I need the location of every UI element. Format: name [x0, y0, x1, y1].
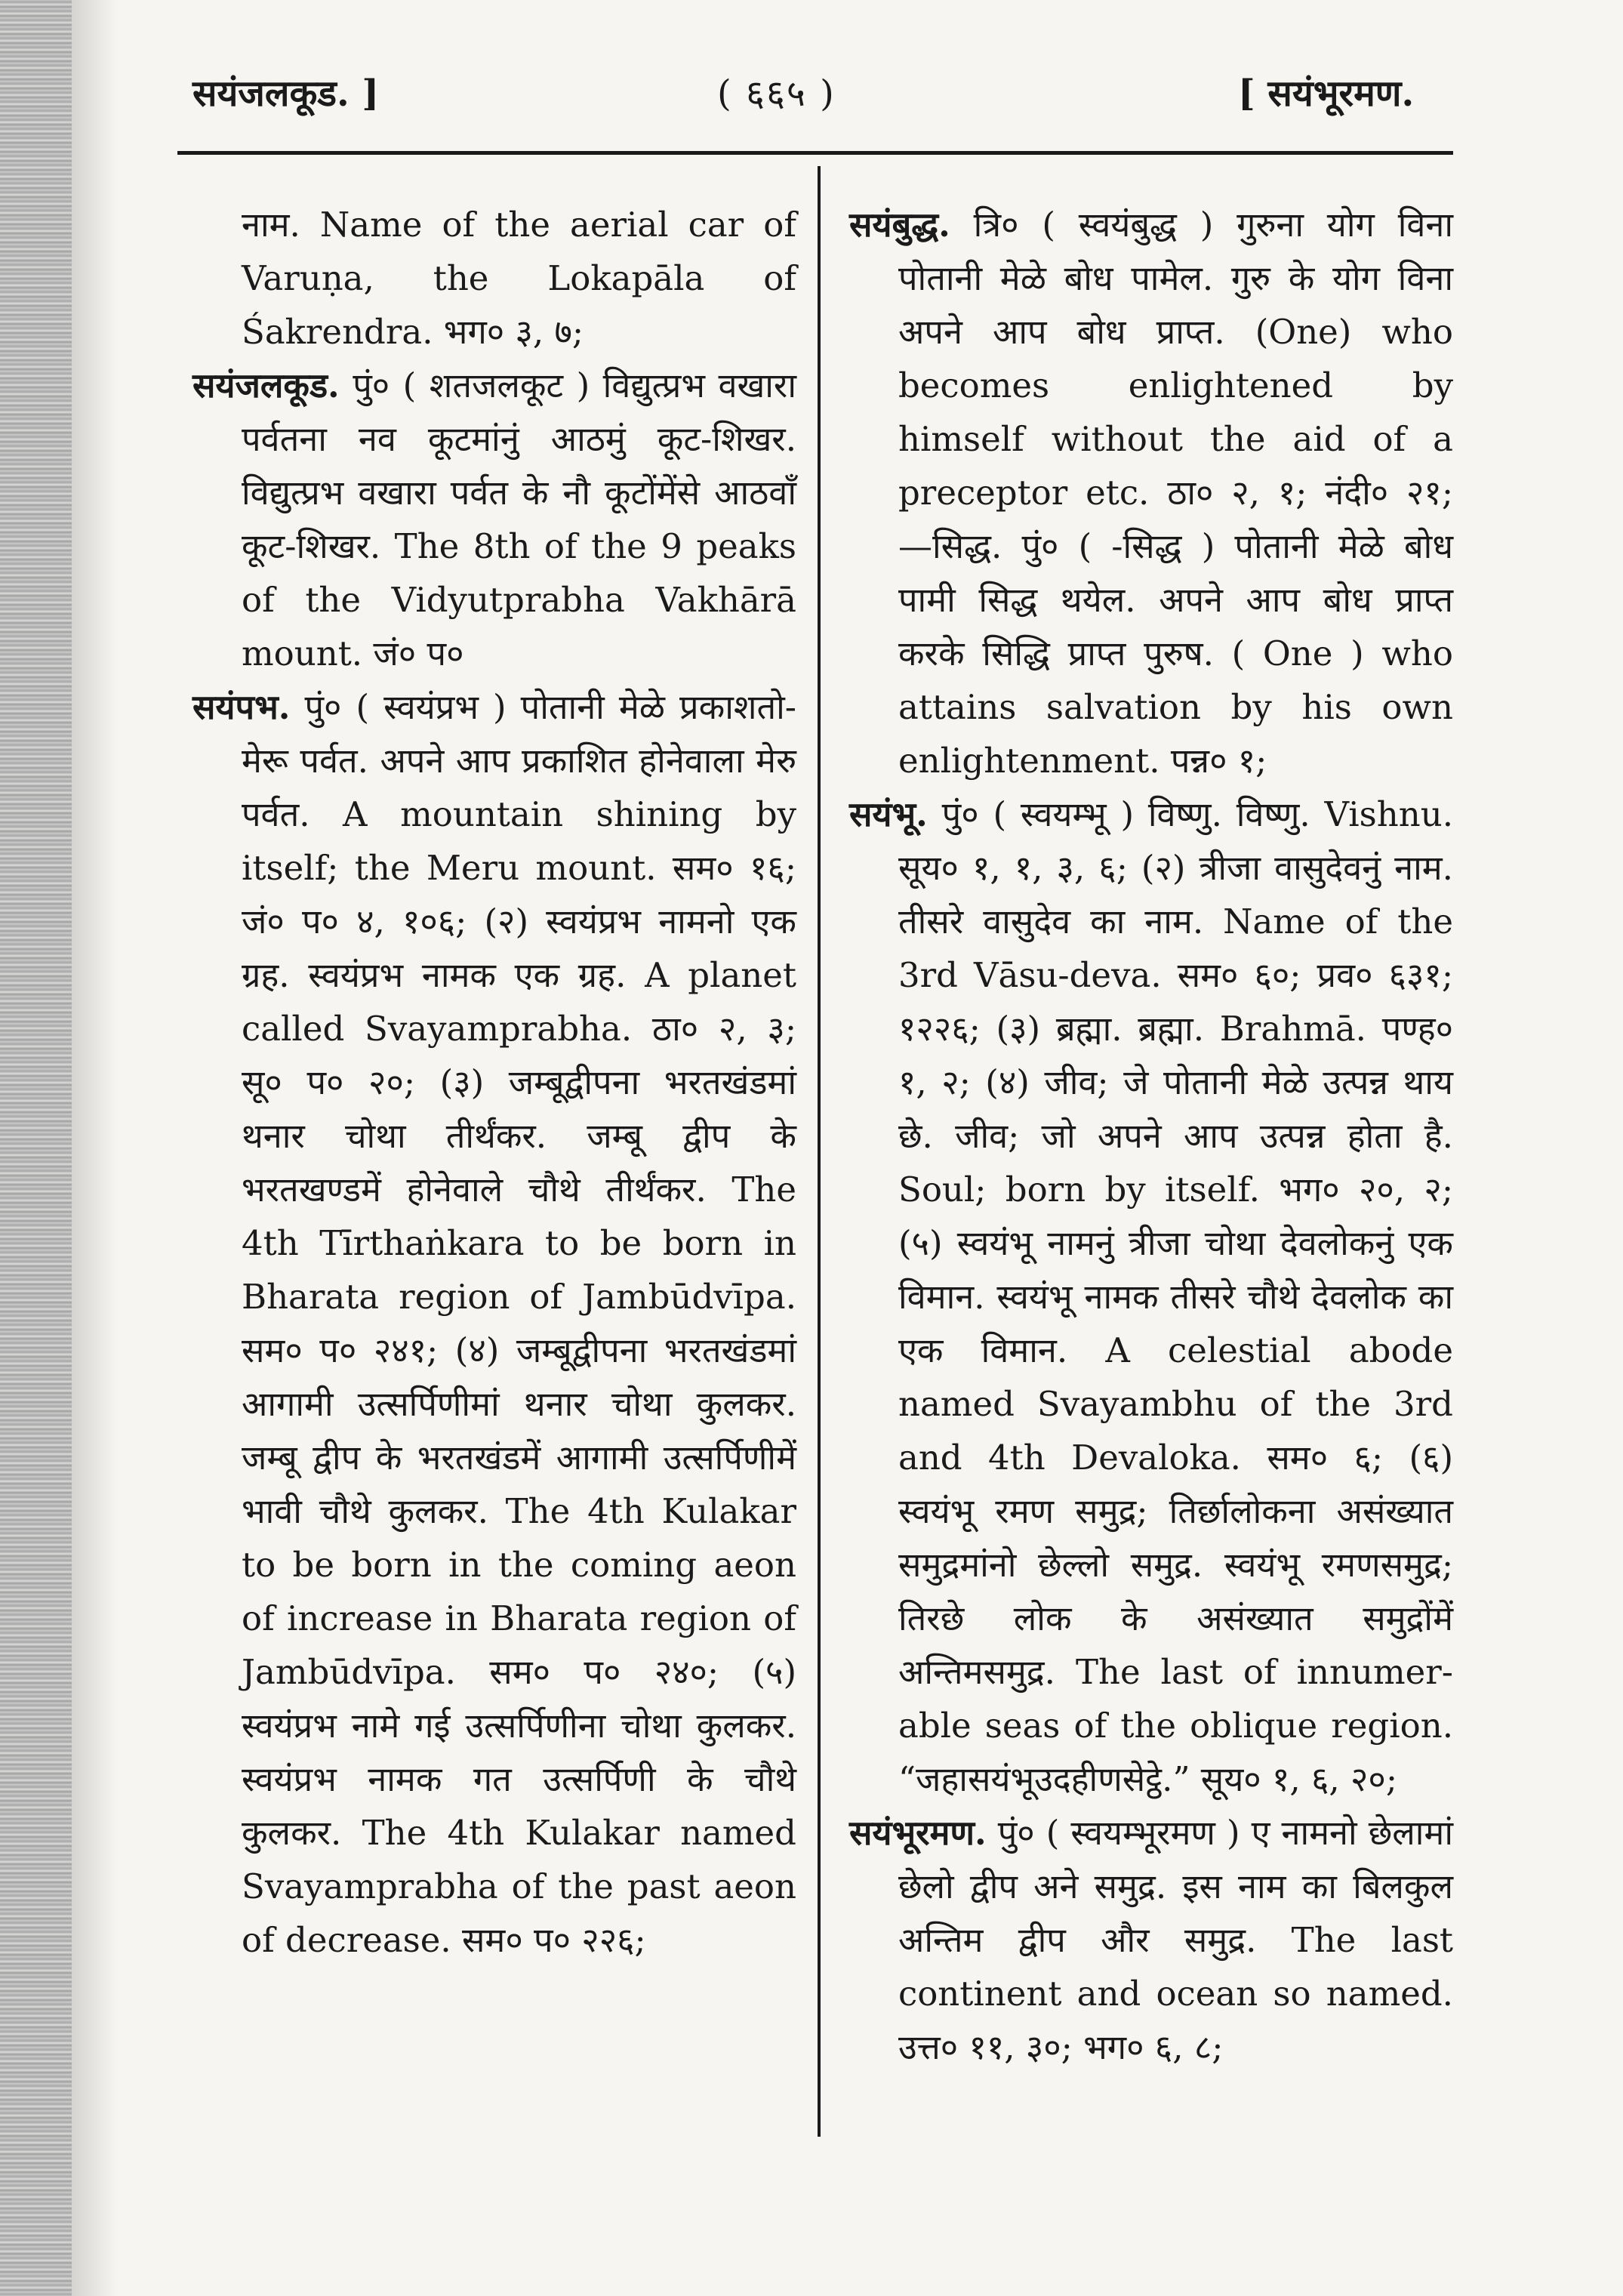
running-head-right: [ सयंभूरमण.: [1238, 72, 1415, 115]
right-column: [849, 198, 1453, 2074]
entry-text: पुं० ( स्वयंप्रभ ) पोतानी मेळे प्रकाशतो-मेरू पर्वत. अपने आप प्रकाशित होनेवाला मेरु पर्वत. A mountain shining by itself; the Meru mount. सम० १६; जं० प० ४, १०६; (२) स्वयंप्रभ नामनो एक ग्रह. स्वयंप्रभ नामक एक ग्रह. A planet called Svayamprabha. ठा० २, ३; सू० प० २०; (३) जम्बूद्वीपना भरतखंडमां थनार चोथा तीर्थंकर. जम्बू द्वीप के भरतखण्डमें होनेवाले चौथे तीर्थंकर. The 4th Tīrthaṅkara to be born in Bharata region of Jambūdvīpa. सम० प० २४१; (४) जम्बूद्वीपना भरतखंडमां आगामी उत्सर्पिणीमां थनार चोथा कुलकर. जम्बू द्वीप के भरतखंडमें आगामी उत्सर्पिणीमें भावी चौथे कुलकर. The 4th Kulakar to be born in the coming aeon of increase in Bharata region of Jambūdvīpa. सम० प० २४०; (५) स्वयंप्रभ नामे गई उत्सर्पिणीना चोथा कुलकर. स्वयंप्रभ नामक गत उत्सर्पिणी के चौथे कुलकर. The 4th Kulakar named Svayamprabha of the past aeon of decrease. सम० प० २२६;: [242, 687, 796, 1960]
entry-headword: सयंबुद्ध.: [849, 205, 950, 245]
page-number: ( ६६५ ): [717, 72, 836, 115]
entry-sayambuddha: [849, 198, 1453, 787]
scan-edge-shadow: [0, 0, 72, 2296]
entry-headword: सयंभू.: [849, 794, 928, 834]
entry-sayanjalakuda: [192, 359, 796, 680]
entry-headword: सयंजलकूड.: [192, 365, 340, 405]
column-divider: [818, 166, 821, 2137]
left-column: [192, 198, 796, 1967]
scan-edge-gradient: [72, 0, 117, 2296]
entry-text: पुं० ( शतजलकूट ) विद्युत्प्रभ वखारा पर्वतना नव कूटमांनुं आठमुं कूट-शिखर. विद्युत्प्रभ वखारा पर्वत के नौ कूटोंमेंसे आठवाँ कूट-शिखर. The 8th of the 9 peaks of the Vidyutprabha Vakhārā mount. जं० प०: [242, 365, 796, 673]
entry-text: त्रि० ( स्वयंबुद्ध ) गुरुना योग विना पोतानी मेळे बोध पामेल. गुरु के योग विना अपने आप बोध प्राप्त. (One) who becomes enlightened by himself without the aid of a preceptor etc. ठा० २, १; नंदी० २१; —सिद्ध. पुं० ( -सिद्ध ) पोतानी मेळे बोध पामी सिद्ध थयेल. अपने आप बोध प्राप्त करके सिद्धि प्राप्त पुरुष. ( One ) who attains salvation by his own enlightenment. पन्न० १;: [898, 205, 1453, 781]
running-head-left: सयंजलकूड. ]: [192, 72, 380, 115]
entry-sayambhuramana: [849, 1806, 1453, 2074]
entry-text: पुं० ( स्वयम्भूरमण ) ए नामनो छेलामां छेलो द्वीप अने समुद्र. इस नाम का बिलकुल अन्तिम द्वीप और समुद्र. The last continent and ocean so named. उत्त० ११, ३०; भग० ६, ८;: [898, 1813, 1453, 2067]
entry-headword: सयंभूरमण.: [849, 1813, 987, 1853]
entry-sayampabha: [192, 680, 796, 1967]
header-rule: [177, 151, 1453, 155]
entry-text: नाम. Name of the aerial car of Varuṇa, the Lokapāla of Śakrendra. भग० ३, ७;: [242, 205, 796, 352]
entry-text: पुं० ( स्वयम्भू ) विष्णु. विष्णु. Vishnu. सूय० १, १, ३, ६; (२) त्रीजा वासुदेवनुं नाम. तीसरे वासुदेव का नाम. Name of the 3rd Vāsu-deva. सम० ६०; प्रव० ६३१; १२२६; (३) ब्रह्मा. ब्रह्मा. Brahmā. पण्ह० १, २; (४) जीव; जे पोतानी मेळे उत्पन्न थाय छे. जीव; जो अपने आप उत्पन्न होता है. Soul; born by itself. भग० २०, २; (५) स्वयंभू नामनुं त्रीजा चोथा देवलोकनुं एक विमान. स्वयंभू नामक तीसरे चौथे देवलोक का एक विमान. A celestial abode named Svayambhu of the 3rd and 4th Devaloka. सम० ६; (६) स्वयंभू रमण समुद्र; तिर्छालोकना असंख्यात समुद्रमांनो छेल्लो समुद्र. स्वयंभू रमणसमुद्र; तिरछे लोक के असंख्यात समुद्रोंमें अन्तिमसमुद्र. The last of innumer-able seas of the oblique region. “जहासयंभूउदहीणसेट्ठे.” सूय० १, ६, २०;: [898, 794, 1453, 1799]
entry-sayambhu: [849, 787, 1453, 1806]
entry-headword: सयंपभ.: [192, 687, 291, 727]
entry-continuation: [192, 198, 796, 359]
